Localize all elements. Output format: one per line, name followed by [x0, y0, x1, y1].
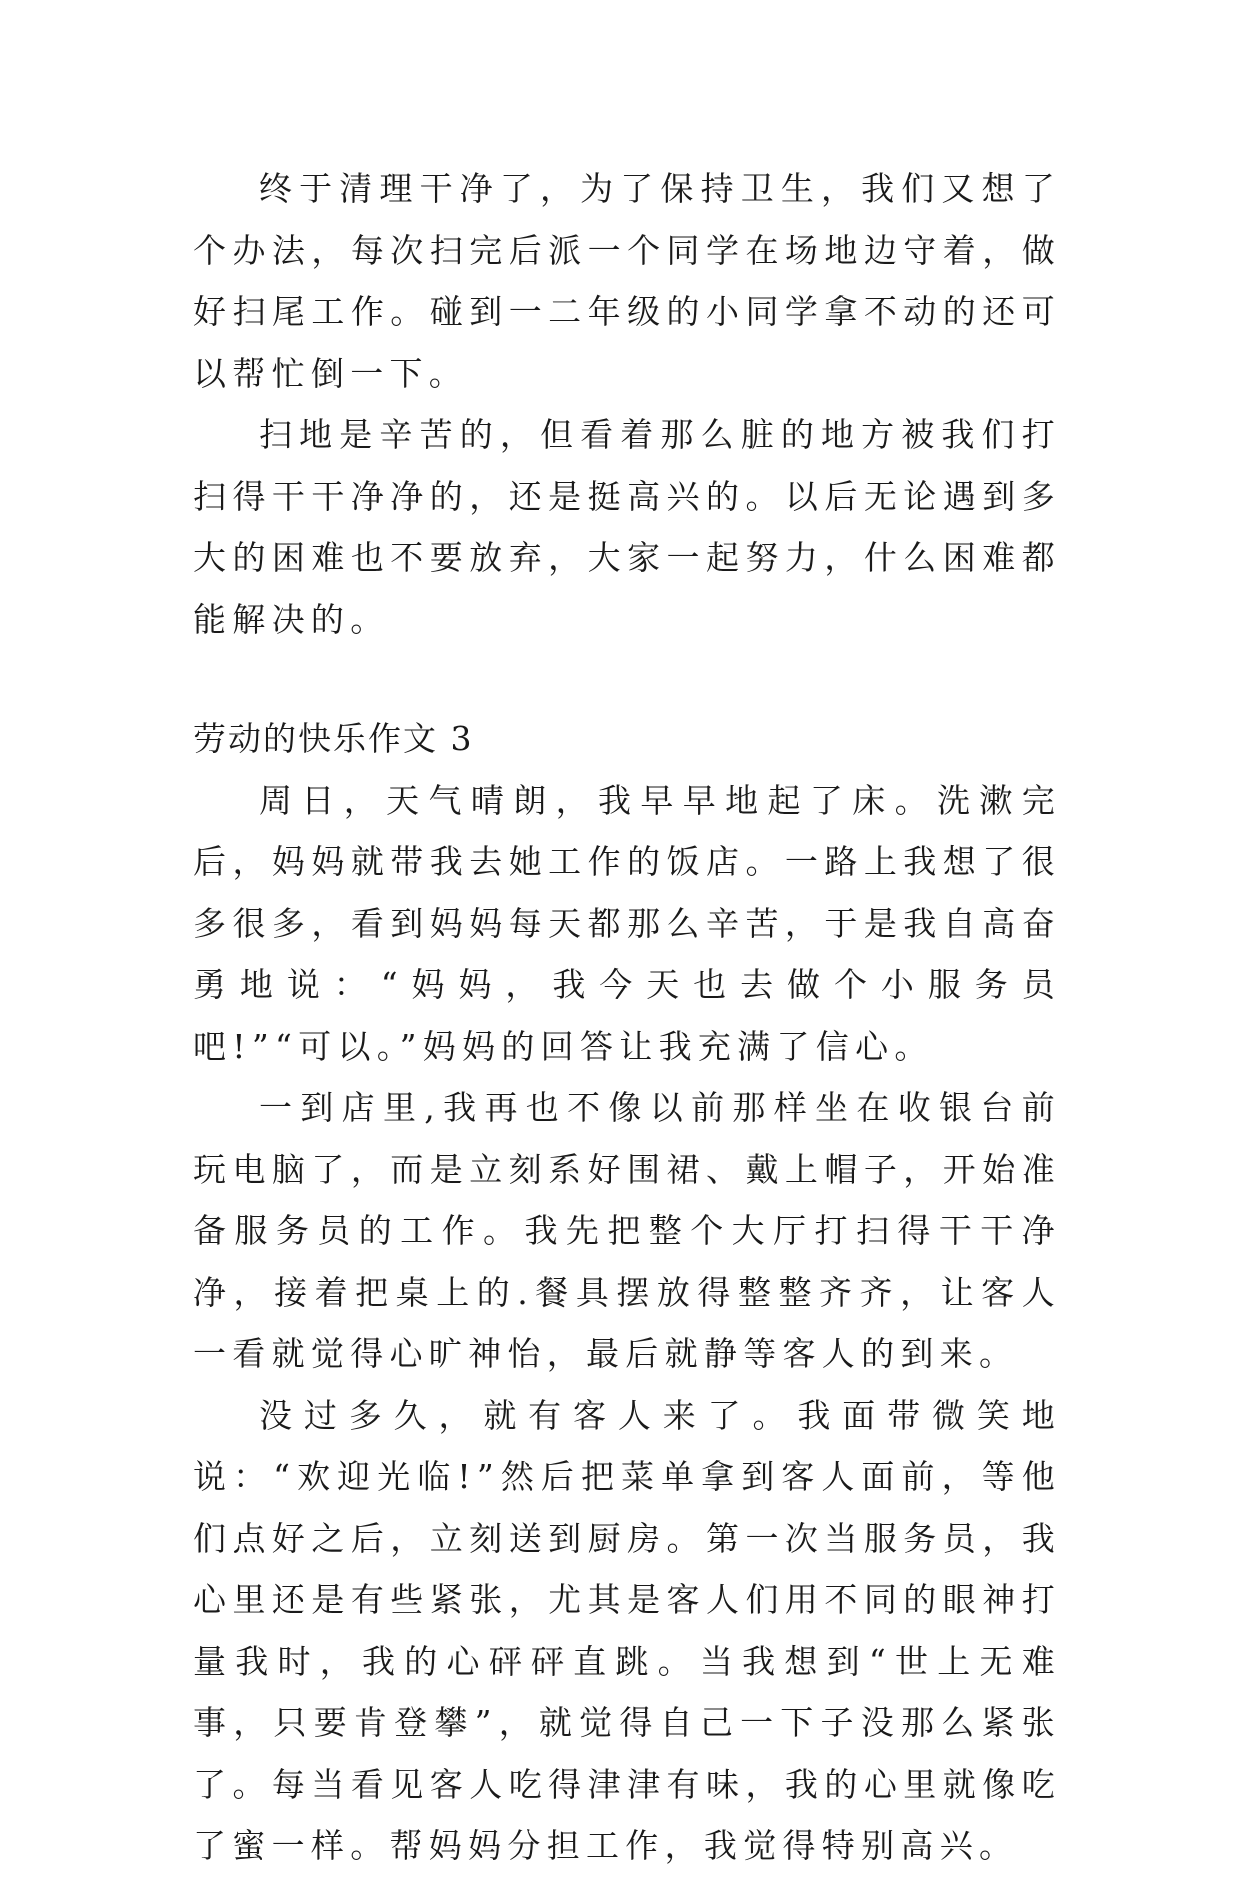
paragraph-serving-guests: 没过多久，就有客人来了。我面带微笑地说：“欢迎光临!”然后把菜单拿到客人面前，等他们点好之后，立刻送到厨房。第一次当服务员，我心里还是有些紧张，尤其是客人们用不同的眼神打量我时，我的心砰砰直跳。当我想到“世上无难事，只要肯登攀”，就觉得自己一下子没那么紧张了。每当看见客人吃得津津有味，我的心里就像吃了蜜一样。帮妈妈分担工作，我觉得特别高兴。 — [193, 1395, 1061, 1865]
paragraph-preparing-work: 一到店里,我再也不像以前那样坐在收银台前玩电脑了，而是立刻系好围裙、戴上帽子，开始准备服务员的工作。我先把整个大厅打扫得干干净净，接着把桌上的.餐具摆放得整整齐齐，让客人一看就觉得心旷神怡，最后就静等客人的到来。 — [193, 1088, 1061, 1373]
document-body — [193, 158, 1061, 1877]
paragraph-sunday-restaurant: 周日，天气晴朗，我早早地起了床。洗漱完后，妈妈就带我去她工作的饭店。一路上我想了很多很多，看到妈妈每天都那么辛苦，于是我自高奋勇地说：“妈妈，我今天也去做个小服务员吧!”“可以。”妈妈的回答让我充满了信心。 — [193, 780, 1061, 1066]
paragraph-cleanup-done: 终于清理干净了，为了保持卫生，我们又想了个办法，每次扫完后派一个同学在场地边守着，做好扫尾工作。碰到一二年级的小同学拿不动的还可以帮忙倒一下。 — [193, 169, 1061, 393]
paragraph-sweeping-reflection: 扫地是辛苦的，但看着那么脏的地方被我们打扫得干干净净的，还是挺高兴的。以后无论遇到多大的困难也不要放弃，大家一起努力，什么困难都能解决的。 — [193, 415, 1061, 639]
essay-title: 劳动的快乐作文 3 — [193, 719, 474, 758]
section-spacer — [193, 650, 1061, 708]
